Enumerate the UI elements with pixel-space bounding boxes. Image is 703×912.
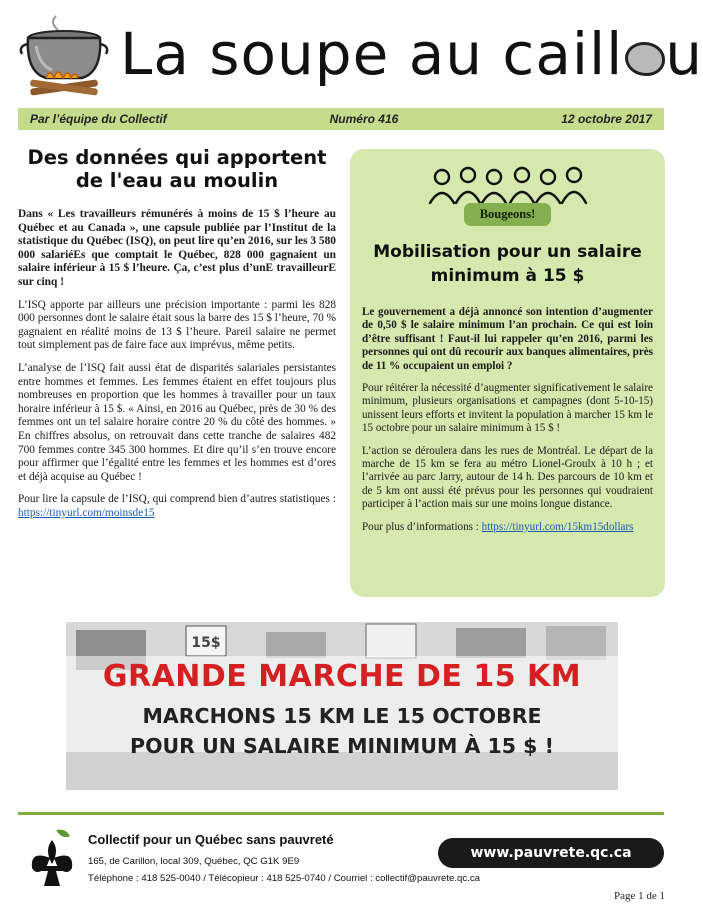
banner-subline-2: POUR UN SALAIRE MINIMUM À 15 $ ! xyxy=(130,734,554,758)
org-name: Collectif pour un Québec sans pauvreté xyxy=(88,832,334,847)
march-info-link[interactable]: https://tinyurl.com/15km15dollars xyxy=(481,520,634,533)
mobilisation-paragraph-2: Pour réitérer la nécessité d’augmenter significativement le salaire minimum, plusieurs organisations et campagnes (dont 5-10-15) unissent leurs efforts et invitent la population à marcher 15 km le 15 octobre pour un salaire minimum à 15 $ ! xyxy=(362,382,653,435)
issue-date: 12 octobre 2017 xyxy=(561,112,652,126)
page-number: Page 1 de 1 xyxy=(613,890,665,902)
banner-subline-1: MARCHONS 15 KM LE 15 OCTOBRE xyxy=(142,704,542,728)
bougeons-badge: Bougeons! xyxy=(464,203,552,226)
article-link-intro: Pour lire la capsule de l’ISQ, qui comprend bien d’autres statistiques : xyxy=(18,493,336,506)
article-paragraph-2: L’ISQ apporte par ailleurs une précision importante : parmi les 828 000 personnes dont le salaire était sous la barre des 15 $ l’heure, 70 % gagnaient en réalité moins de 13 $ l’heure. Pareil salaire ne permet tout simplement pas de faire face aux imprévus, même petits. xyxy=(18,298,336,352)
title-text-end: u xyxy=(665,20,703,88)
mobilisation-paragraph-4 xyxy=(362,521,653,534)
mobilisation-box xyxy=(350,149,665,597)
protest-sign-text: 15$ xyxy=(191,635,221,651)
main-article xyxy=(18,146,336,529)
article-paragraph-3: L’analyse de l’ISQ fait aussi état de disparités salariales persistantes entre hommes et femmes. Les femmes étaient en effet toujours plus nombreuses en proportion que les hommes à travailler pour un taux horaire inférieur à 15 $. « Ainsi, en 2016 au Québec, près de 30 % des femmes ont un tel salaire horaire contre 20 % du côté des hommes. » En chiffres absolus, on retrouvait dans cette tranche de salaires 482 700 femmes contre 345 300 hommes. Et dire qu’il s’en trouve encore pour affirmer que l’égalité entre les femmes et les hommes est d’ores et déjà acquise au Québec ! xyxy=(18,361,336,483)
team-credit: Par l’équipe du Collectif xyxy=(30,112,167,126)
fleur-de-lis-logo-icon xyxy=(22,828,82,890)
mobilisation-link-intro: Pour plus d’informations : xyxy=(362,520,482,533)
mobilisation-paragraph-3: L’action se déroulera dans les rues de Montréal. Le départ de la marche de 15 km se fera au métro Lionel-Groulx à 10 h ; et l’arrivée au parc Jarry, autour de 14 h. Des parcours de 10 km et de 5 km ont aussi été prévus pour les personnes qui voudraient participer à l’action mais sur une moins longue distance. xyxy=(362,444,653,511)
stone-icon xyxy=(625,42,665,76)
footer-divider xyxy=(18,812,664,815)
issue-number: Numéro 416 xyxy=(329,112,399,126)
march-banner xyxy=(66,622,618,790)
org-contact: Téléphone : 418 525-0040 / Télécopieur : 418 525-0740 / Courriel : collectif@pauvrete.qc.ca xyxy=(88,873,480,884)
isq-capsule-link[interactable]: https://tinyurl.com/moinsde15 xyxy=(18,506,155,519)
mobilisation-lead: Le gouvernement a déjà annoncé son intention d’augmenter de 0,50 $ le salaire minimum l’an prochain. Ce qui est loin d’être suffisant ! Faut-il lui rappeler qu’en 2016, parmi les personnes qui ont dû recourir aux banques alimentaires, près de 11 % occupaient un emploi ? xyxy=(362,306,653,372)
article-paragraph-4 xyxy=(18,493,336,520)
article-headline: Des données qui apportent de l'eau au moulin xyxy=(27,146,327,192)
title-text: La soupe au caill xyxy=(120,20,624,88)
website-link[interactable]: www.pauvrete.qc.ca xyxy=(438,838,664,868)
soup-pot-icon xyxy=(16,12,112,100)
article-lead: Dans « Les travailleurs rémunérés à moins de 15 $ l’heure au Québec et au Canada », une capsule publiée par l’Institut de la statistique du Québec (ISQ), on peut lire qu’en 2016, sur les 3 580 000 salariéEs que comptait le Québec, 828 000 gagnaient un salaire inférieur à 15 $ l’heure. Ça, c’est plus d’unE travailleurE sur cinq ! xyxy=(18,208,336,288)
mobilisation-title: Mobilisation pour un salaire minimum à 15 $ xyxy=(373,242,642,286)
masthead xyxy=(0,0,703,108)
issue-info-bar xyxy=(18,108,664,130)
people-group-icon xyxy=(428,163,588,205)
banner-headline: GRANDE MARCHE DE 15 KM xyxy=(102,659,582,694)
org-address: 165, de Carillon, local 309, Québec, QC G1K 9E9 xyxy=(88,856,300,867)
newsletter-title xyxy=(120,14,703,94)
badge-wrapper xyxy=(362,203,653,226)
